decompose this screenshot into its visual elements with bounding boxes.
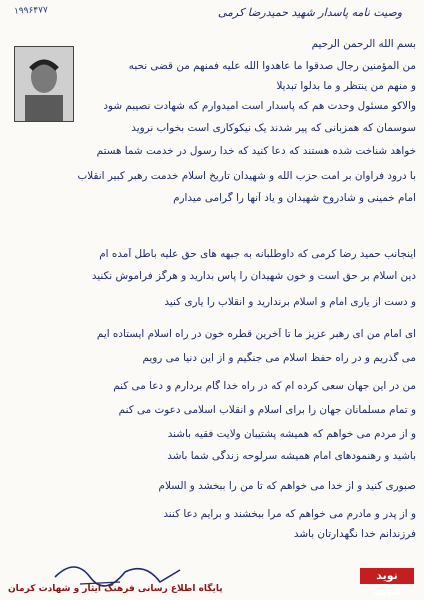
document-title: وصیت نامه پاسدار شهید حمیدرضا کرمی xyxy=(217,6,403,19)
martyr-photo xyxy=(14,46,74,122)
text-line: و از مردم می خواهم که همیشه پشتیبان ولایت فقیه باشند xyxy=(167,428,416,440)
source-watermark: پایگاه اطلاع رسانی فرهنگ ایثار و شهادت کرمان xyxy=(8,584,223,594)
document-number: ۱۹۹۶۴۷۷ xyxy=(13,5,49,17)
text-line: امام خمینی و شادروح شهیدان و یاد آنها را گرامی میدارم xyxy=(173,192,416,204)
text-line: فرزندانم خدا نگهدارتان باشد xyxy=(293,528,416,540)
text-line: دین اسلام بر حق است و خون شهیدان را پاس بدارید و هرگز فراموش نکنید xyxy=(91,270,416,282)
text-line: صبوری کنید و از خدا می خواهم که تا من را ببخشد و السلام xyxy=(158,480,416,492)
text-line: باشید و رهنمودهای امام همیشه سرلوحه زندگی شما باشد xyxy=(167,450,416,462)
text-line: می گذریم و در راه حفظ اسلام می جنگیم و از این دنیا می رویم xyxy=(142,352,416,364)
text-line: سوسمان که همزبانی که پیر شدند یک نیکوکاری است بخواب نروید xyxy=(131,122,416,134)
text-line: اینجانب حمید رضا کرمی که داوطلبانه به جبهه های حق علیه باطل آمده ام xyxy=(99,248,416,260)
text-line: من در این جهان سعی کرده ام که در راه خدا گام بردارم و دعا می کنم xyxy=(113,380,416,392)
text-line: من المؤمنین رجال صدقوا ما عاهدوا الله علیه فمنهم من قضی نحبه xyxy=(128,60,416,72)
text-line: و از پدر و مادرم می خواهم که مرا ببخشند و برایم دعا کنند xyxy=(163,508,416,520)
text-line: بسم الله الرحمن الرحیم xyxy=(311,38,416,50)
text-line: و منهم من ینتظر و ما بدلوا تبدیلا xyxy=(276,80,416,92)
text-line: و تمام مسلمانان جهان را برای اسلام و انقلاب اسلامی دعوت می کنم xyxy=(118,404,416,416)
text-line: خواهد شناخت شده هستند که دعا کنید که خدا رسول در خدمت شما هستم xyxy=(96,145,416,157)
site-logo: نوید شاهد xyxy=(360,568,414,584)
text-line: ای امام من ای رهبر عزیز ما تا آخرین قطره خون در راه اسلام ایستاده ایم xyxy=(96,328,416,340)
text-line: والاکو مسئول وحدت هم که پاسدار است امیدوارم که شهادت نصیبم شود xyxy=(103,100,416,112)
text-line: با درود فراوان بر امت حزب الله و شهیدان تاریخ اسلام خدمت رهبر کبیر انقلاب xyxy=(77,170,416,182)
text-line: و دست از یاری امام و اسلام برندارید و انقلاب را یاری کنید xyxy=(164,296,416,308)
